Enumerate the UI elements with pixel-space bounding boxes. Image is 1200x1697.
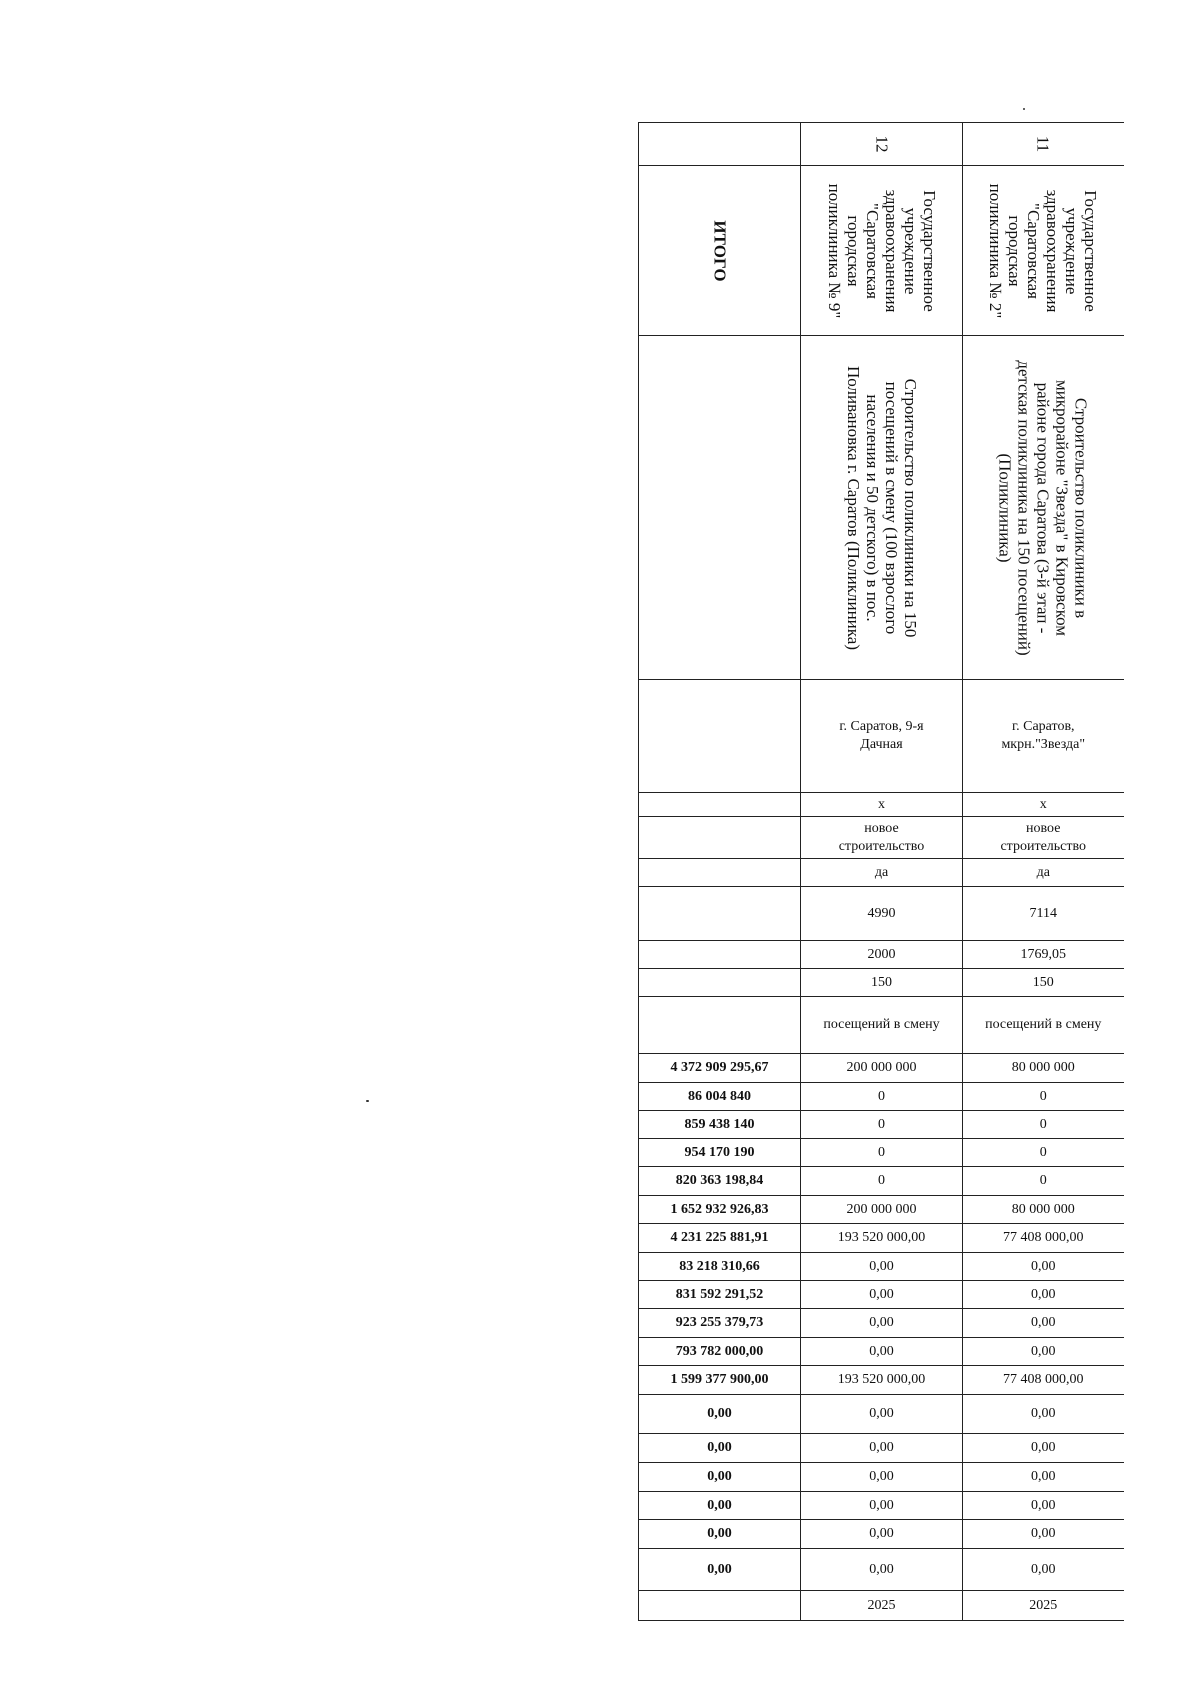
text-line: новое [864,820,899,836]
financial-row-col-12-cell: 0,00 [801,1463,963,1492]
attribute-row-col-11-cell: посещений в смену [963,997,1124,1054]
financial-row-col-11-cell: 0,00 [963,1520,1124,1549]
financial-row [639,1054,1124,1083]
financial-row-col-12-cell: 0,00 [801,1338,963,1366]
attribute-row-col-12-cell: х [801,793,963,817]
text-line: строительство [838,838,925,854]
institution-name-12 [801,166,963,336]
financial-row [639,1167,1124,1196]
financial-row-col-11-cell: 80 000 000 [963,1054,1124,1083]
financial-row-total-cell: 0,00 [639,1395,801,1434]
attribute-row-total-cell [639,817,801,859]
financial-row [639,1253,1124,1281]
object-description-row [639,336,1124,680]
column-number-total [639,123,801,166]
year-row-col-12-cell: 2025 [801,1591,963,1621]
column-number-12 [801,123,963,166]
financial-row [639,1492,1124,1520]
financial-row [639,1111,1124,1139]
financial-row-total-cell: 83 218 310,66 [639,1253,801,1281]
column-number-11 [963,123,1124,166]
financial-row-total-cell: 4 372 909 295,67 [639,1054,801,1083]
financial-row [639,1083,1124,1111]
institution-name-12-text [825,183,939,318]
year-row [639,1591,1124,1621]
attribute-row-col-12-cell: 4990 [801,887,963,941]
text-line: новое [1026,820,1061,836]
financial-row [639,1395,1124,1434]
year-row-total-cell [639,1591,801,1621]
financial-row-col-11-cell: 77 408 000,00 [963,1224,1124,1253]
financial-row [639,1520,1124,1549]
attribute-row [639,793,1124,817]
financial-row-col-12-cell: 0,00 [801,1520,963,1549]
text-line: городская [1005,214,1025,287]
attribute-row-total-cell [639,887,801,941]
financial-row [639,1463,1124,1492]
financial-row-total-cell: 1 599 377 900,00 [639,1366,801,1395]
text-line: Государственное [919,189,939,312]
attribute-row-total-cell [639,793,801,817]
financial-row-col-11-cell: 0 [963,1111,1124,1139]
financial-row-col-12-cell: 0 [801,1139,963,1167]
text-line: учреждение [900,207,920,294]
financial-row-col-11-cell: 0,00 [963,1281,1124,1309]
location-total [639,680,801,793]
text-line: городская [843,214,863,287]
text-line: мкрн."Звезда" [1001,737,1086,752]
object-description-12-text [844,366,920,650]
financial-row [639,1338,1124,1366]
text-line: Государственное [1081,189,1101,312]
attribute-row [639,817,1124,859]
text-line: Поливановка г. Саратов (Поликлиника) [843,365,863,650]
institution-name-11 [963,166,1124,336]
financial-row [639,1139,1124,1167]
financial-row [639,1309,1124,1338]
text-line: поликлиника № 9" [824,183,844,318]
text-line: Строительство поликлиники в [1071,397,1091,618]
column-number-11-text: 11 [1033,135,1053,153]
financial-row-total-cell: 86 004 840 [639,1083,801,1111]
object-description-total [639,336,801,680]
text-line: Строительство поликлиники на 150 [900,378,920,637]
text-line: районе города Саратова (3-й этап - [1033,382,1053,633]
attribute-row-col-11-cell: х [963,793,1124,817]
financial-row-total-cell: 0,00 [639,1492,801,1520]
financial-row-col-11-cell: 77 408 000,00 [963,1366,1124,1395]
financial-row-total-cell: 954 170 190 [639,1139,801,1167]
table-body [639,123,1124,1621]
text-line: посещений в смену (100 взрослого [881,381,901,634]
attribute-row [639,941,1124,969]
financial-row-col-12-cell: 200 000 000 [801,1196,963,1224]
financial-row-col-12-cell: 0 [801,1167,963,1196]
financial-row-total-cell: 859 438 140 [639,1111,801,1139]
institution-name-11-text [986,183,1100,318]
financial-row-total-cell: 0,00 [639,1463,801,1492]
financial-row-total-cell: 0,00 [639,1434,801,1463]
text-line: детская поликлиника на 150 посещений) [1014,359,1034,656]
financial-row [639,1549,1124,1591]
financial-row [639,1196,1124,1224]
attribute-row [639,997,1124,1054]
attribute-row-col-12-cell: 150 [801,969,963,997]
institution-name-row [639,166,1124,336]
financial-row-col-11-cell: 0 [963,1139,1124,1167]
financial-row-col-11-cell: 0,00 [963,1253,1124,1281]
financial-row [639,1366,1124,1395]
attribute-row-col-11-cell: 150 [963,969,1124,997]
financial-row-total-cell: 0,00 [639,1549,801,1591]
total-label: ИТОГО [710,219,729,282]
location-row [639,680,1124,793]
attribute-row-col-12-cell: 2000 [801,941,963,969]
text-line: Дачная [860,737,903,752]
attribute-row-total-cell [639,969,801,997]
financial-row-col-12-cell: 0,00 [801,1253,963,1281]
attribute-row-total-cell [639,997,801,1054]
financial-row-col-11-cell: 0 [963,1167,1124,1196]
text-line: г. Саратов, 9-я [839,719,924,734]
text-line: населения и 50 детского) в пос. [862,393,882,622]
financial-row-col-12-cell: 0,00 [801,1549,963,1591]
location-11 [963,680,1124,793]
financial-row-total-cell: 923 255 379,73 [639,1309,801,1338]
location-12 [801,680,963,793]
financial-row-col-12-cell: 0,00 [801,1395,963,1434]
text-line: "Саратовская [1024,202,1044,299]
attribute-row [639,887,1124,941]
financial-row-total-cell: 831 592 291,52 [639,1281,801,1309]
financial-row [639,1434,1124,1463]
text-line: г. Саратов, [1011,719,1075,734]
attribute-row-col-12-cell: да [801,859,963,887]
text-line: (Поликлиника) [995,452,1015,563]
attribute-row-col-11-cell: 1769,05 [963,941,1124,969]
financial-row-total-cell: 793 782 000,00 [639,1338,801,1366]
attribute-row [639,859,1124,887]
total-label-cell [639,166,801,336]
attribute-row-total-cell [639,941,801,969]
financial-row-col-11-cell: 0,00 [963,1434,1124,1463]
financial-row-col-11-cell: 0 [963,1083,1124,1111]
financial-row-col-11-cell: 0,00 [963,1492,1124,1520]
text-line: поликлиника № 2" [986,183,1006,318]
text-line: "Саратовская [862,202,882,299]
financial-row-total-cell: 0,00 [639,1520,801,1549]
object-description-11-text [996,360,1091,655]
object-description-11 [963,336,1124,680]
text-line: учреждение [1062,207,1082,294]
financial-row-col-11-cell: 0,00 [963,1463,1124,1492]
object-description-12 [801,336,963,680]
financial-row-col-11-cell: 80 000 000 [963,1196,1124,1224]
scan-speck [366,1100,369,1102]
financial-row-col-12-cell: 0 [801,1111,963,1139]
attribute-row [639,969,1124,997]
financial-row-col-12-cell: 0 [801,1083,963,1111]
financial-row-col-12-cell: 0,00 [801,1281,963,1309]
attribute-row-col-12-cell: посещений в смену [801,997,963,1054]
text-line: микрорайоне "Звезда" в Кировском [1052,379,1072,636]
financial-row-col-12-cell: 193 520 000,00 [801,1224,963,1253]
text-line: здравоохранения [881,189,901,312]
financial-row-total-cell: 1 652 932 926,83 [639,1196,801,1224]
financial-row-col-11-cell: 0,00 [963,1338,1124,1366]
text-line: строительство [1000,838,1087,854]
financial-row [639,1281,1124,1309]
financial-row-col-12-cell: 0,00 [801,1434,963,1463]
scan-speck [1023,108,1025,110]
header-number-row [639,123,1124,166]
financial-row-col-11-cell: 0,00 [963,1549,1124,1591]
attribute-row-col-11-cell: да [963,859,1124,887]
financial-row [639,1224,1124,1253]
column-number-12-text: 12 [872,135,891,153]
attribute-row-col-12-cell [801,817,963,859]
attribute-row-total-cell [639,859,801,887]
text-line: здравоохранения [1043,189,1063,312]
financial-row-col-11-cell: 0,00 [963,1395,1124,1434]
attribute-row-col-11-cell [963,817,1124,859]
financial-row-total-cell: 820 363 198,84 [639,1167,801,1196]
year-row-col-11-cell: 2025 [963,1591,1124,1621]
attribute-row-col-11-cell: 7114 [963,887,1124,941]
financial-row-col-12-cell: 193 520 000,00 [801,1366,963,1395]
document-table [638,122,1124,1621]
financial-row-col-11-cell: 0,00 [963,1309,1124,1338]
financial-row-col-12-cell: 0,00 [801,1492,963,1520]
financial-row-col-12-cell: 0,00 [801,1309,963,1338]
financial-row-total-cell: 4 231 225 881,91 [639,1224,801,1253]
financial-row-col-12-cell: 200 000 000 [801,1054,963,1083]
